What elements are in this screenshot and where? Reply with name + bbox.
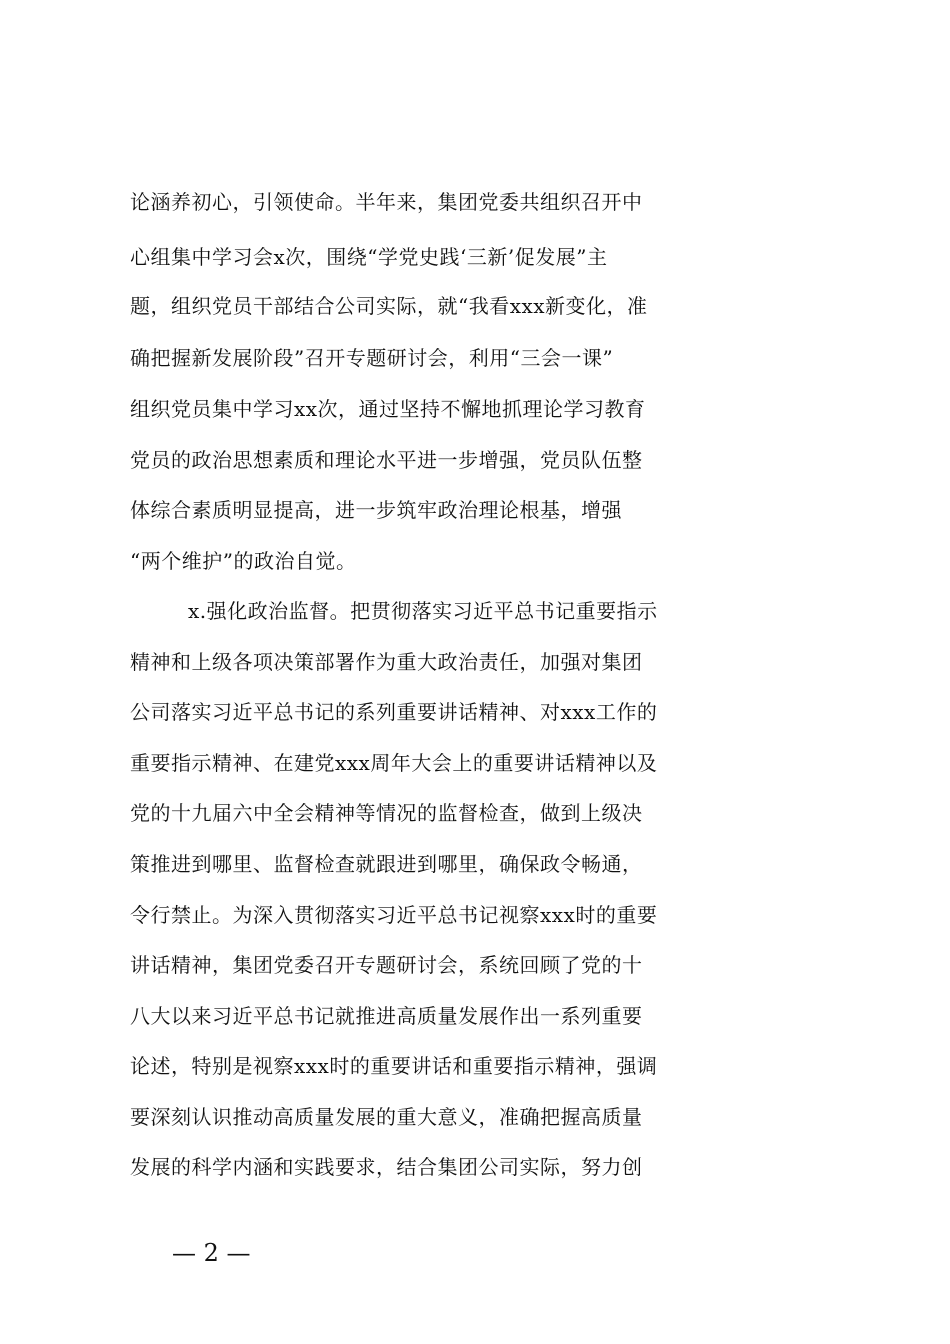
text-line: 精神和上级各项决策部署作为重大政治责任，加强对集团 (130, 650, 643, 674)
text-line: 令行禁止。为深入贯彻落实习近平总书记视察xxx时的重要 (130, 903, 658, 927)
text-line: 论述，特别是视察xxx时的重要讲话和重要指示精神，强调 (130, 1054, 658, 1078)
text-line: 八大以来习近平总书记就推进高质量发展作出一系列重要 (130, 1004, 643, 1028)
text-line: 发展的科学内涵和实践要求，结合集团公司实际，努力创 (130, 1155, 643, 1179)
text-line: 心组集中学习会x次，围绕“学党史践‘三新’促发展”主 (130, 245, 608, 269)
text-line: “两个维护”的政治自觉。 (130, 549, 357, 573)
text-line: 讲话精神，集团党委召开专题研讨会，系统回顾了党的十 (130, 953, 643, 977)
text-line: 重要指示精神、在建党xxx周年大会上的重要讲话精神以及 (130, 751, 658, 775)
text-line: 党员的政治思想素质和理论水平进一步增强，党员队伍整 (130, 448, 643, 472)
text-line: 确把握新发展阶段”召开专题研讨会，利用“三会一课” (130, 346, 614, 370)
paragraph-start-line: x.强化政治监督。把贯彻落实习近平总书记重要指示 (188, 599, 658, 623)
text-line: 题，组织党员干部结合公司实际，就“我看xxx新变化，准 (130, 294, 648, 318)
text-line: 策推进到哪里、监督检查就跟进到哪里，确保政令畅通， (130, 852, 643, 876)
text-line: 组织党员集中学习xx次，通过坚持不懈地抓理论学习教育 (130, 397, 646, 421)
text-line: 要深刻认识推动高质量发展的重大意义，准确把握高质量 (130, 1105, 643, 1129)
text-line: 体综合素质明显提高，进一步筑牢政治理论根基，增强 (130, 498, 622, 522)
text-line: 公司落实习近平总书记的系列重要讲话精神、对xxx工作的 (130, 700, 658, 724)
text-line: 论涵养初心，引领使命。半年来，集团党委共组织召开中 (130, 190, 643, 214)
text-line: 党的十九届六中全会精神等情况的监督检查，做到上级决 (130, 801, 643, 825)
page-number: — 2 — (172, 1239, 251, 1267)
